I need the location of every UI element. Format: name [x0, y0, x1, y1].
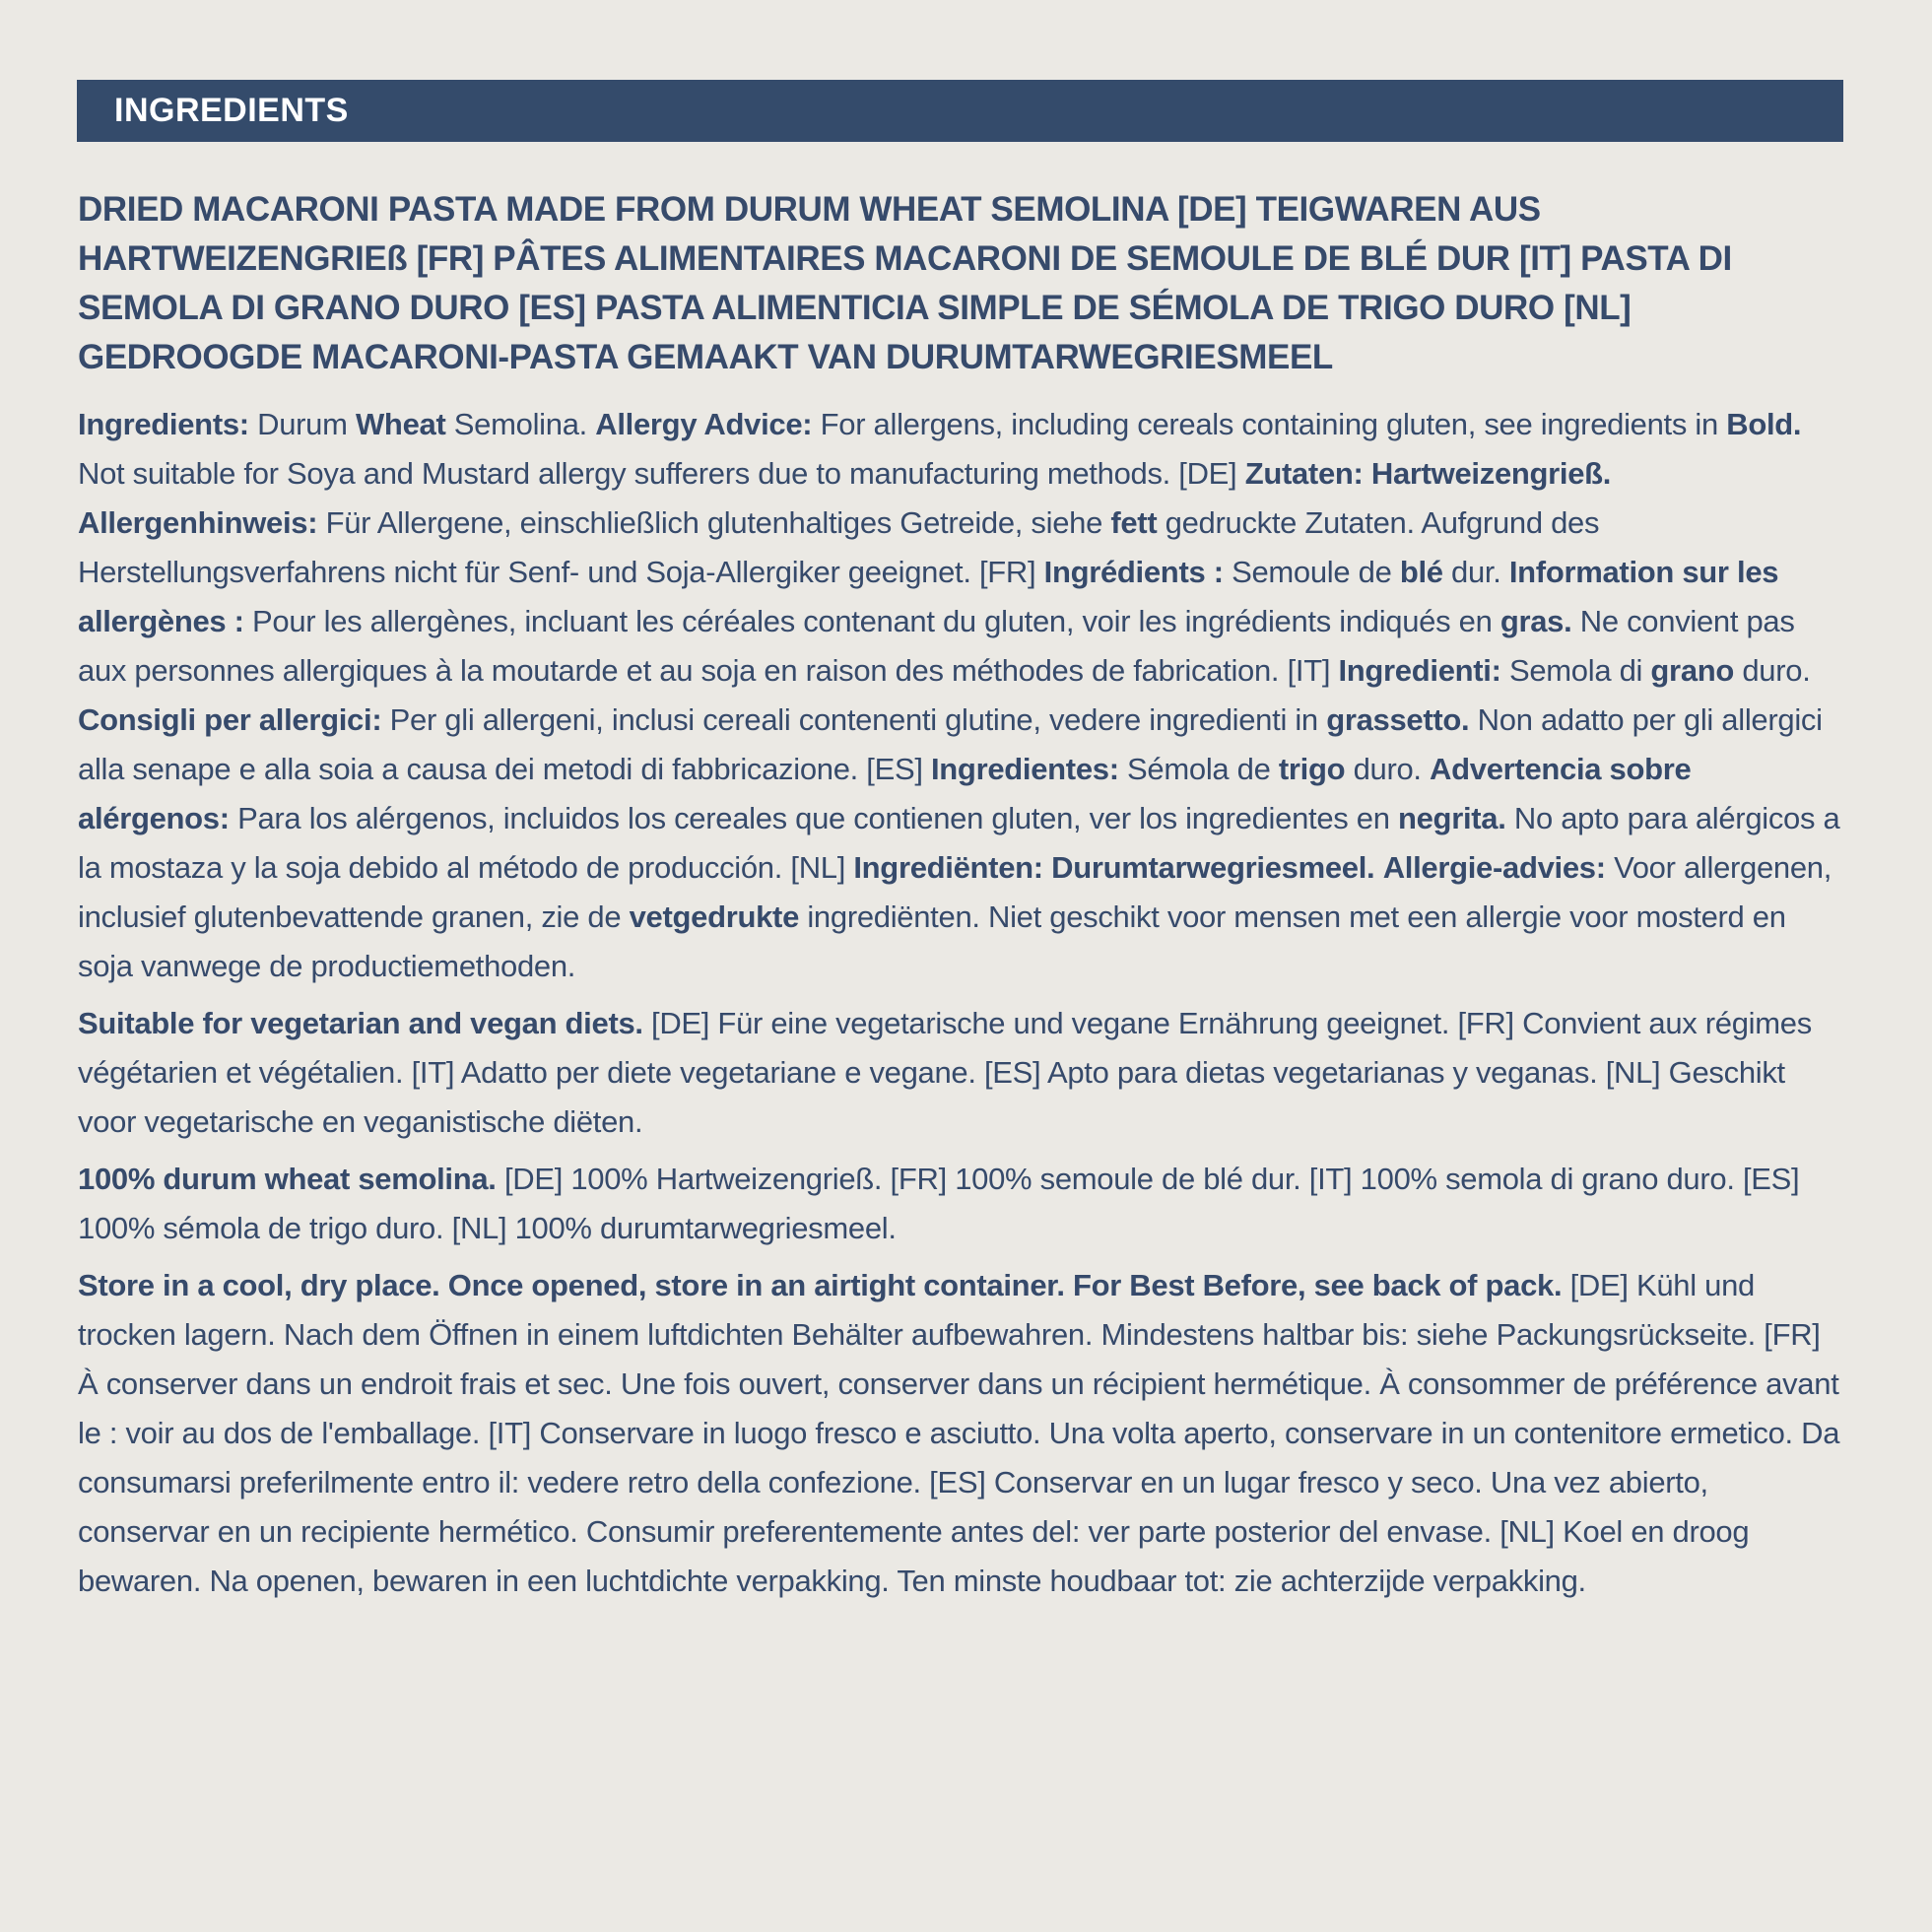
it-ingredients-label: Ingredienti:: [1338, 653, 1501, 688]
en-ingredients-label: Ingredients:: [78, 407, 249, 441]
storage-instructions-en: Store in a cool, dry place. Once opened, store in an airtight container. For Best Before, see back of pack.: [78, 1268, 1563, 1302]
fr-ingredients-text-2: dur.: [1442, 555, 1509, 589]
it-allergy-advice-label: Consigli per allergici:: [78, 702, 382, 737]
it-allergen: grano: [1650, 653, 1735, 688]
composition-statement-translations: [DE] 100% Hartweizengrieß. [FR] 100% semoule de blé dur. [IT] 100% semola di grano duro. [ES] 100% sémola de trigo duro. [NL] 100% durumtarwegriesmeel.: [78, 1162, 1800, 1245]
it-allergy-note: Non adatto per gli allergici alla senape e alla soia a causa dei metodi di fabbricazione. [ES]: [78, 702, 1823, 786]
en-ingredients-text: Durum: [248, 407, 356, 441]
de-bold-word: fett: [1110, 505, 1158, 540]
es-bold-word: negrita.: [1397, 801, 1506, 835]
section-title: INGREDIENTS: [114, 92, 349, 129]
section-header-bar: [77, 80, 1843, 142]
diet-statement-en: Suitable for vegetarian and vegan diets.: [78, 1006, 643, 1040]
en-bold-word: Bold.: [1726, 407, 1802, 441]
composition-paragraph: [78, 1155, 1843, 1253]
fr-bold-word: gras.: [1499, 604, 1572, 638]
de-allergy-advice-label: Allergenhinweis:: [78, 505, 318, 540]
it-ingredients-text: Semola di: [1500, 653, 1651, 688]
en-ingredients-text-2: Semolina.: [445, 407, 596, 441]
content-area: [78, 185, 1843, 1614]
storage-instructions-translations: [DE] Kühl und trocken lagern. Nach dem Öffnen in einem luftdichten Behälter aufbewahren. Mindestens haltbar bis: siehe Packungsrückseite. [FR] À conserver dans un endroit frais et sec. Une fois ouvert, conserver dans un récipient hermétique. À consommer de préférence avant le : voir au dos de l'emballage. [IT] Conservare in luogo fresco e asciutto. Una volta aperto, conservare in un contenitore ermetico. Da consumarsi preferilmente entro il: vedere retro della confezione. [ES] Conservar en un lugar fresco y seco. Una vez abierto, conservar en un recipiente hermético. Consumir preferentemente antes del: ver parte posterior del envase. [NL] Koel en droog bewaren. Na openen, bewaren in een luchtdichte verpakking. Ten minste houdbaar tot: zie achterzijde verpakking.: [78, 1268, 1840, 1598]
fr-ingredients-label: Ingrédients :: [1043, 555, 1224, 589]
nl-spacer: [1374, 850, 1382, 885]
de-ingredients-label: Zutaten: Hartweizengrieß.: [1244, 456, 1612, 491]
product-title: DRIED MACARONI PASTA MADE FROM DURUM WHEAT SEMOLINA [DE] TEIGWAREN AUS HARTWEIZENGRIEß [FR] PÂTES ALIMENTAIRES MACARONI DE SEMOULE DE BLÉ DUR [IT] PASTA DI SEMOLA DI GRANO DURO [ES] PASTA ALIMENTICIA SIMPLE DE SÉMOLA DE TRIGO DURO [NL] GEDROOGDE MACARONI-PASTA GEMAAKT VAN DURUMTARWEGRIESMEEL: [78, 190, 1732, 376]
es-ingredients-text-2: duro.: [1345, 752, 1431, 786]
storage-paragraph: [78, 1261, 1843, 1606]
en-allergy-note: Not suitable for Soya and Mustard allergy sufferers due to manufacturing methods. [DE]: [78, 456, 1245, 491]
nl-allergy-advice-label: Allergie-advies:: [1382, 850, 1606, 885]
de-allergy-advice-text: Für Allergene, einschließlich glutenhaltiges Getreide, siehe: [317, 505, 1111, 540]
es-ingredients-text: Sémola de: [1118, 752, 1279, 786]
es-allergy-advice-label: Advertencia sobre alérgenos:: [78, 752, 1692, 835]
es-allergen: trigo: [1278, 752, 1346, 786]
it-bold-word: grassetto.: [1326, 702, 1470, 737]
fr-allergy-advice-text: Pour les allergènes, incluant les céréales contenant du gluten, voir les ingrédients indiqués en: [243, 604, 1500, 638]
nl-bold-word: vetgedrukte: [629, 899, 800, 934]
fr-allergy-advice-label: Information sur les allergènes :: [78, 555, 1779, 638]
nl-allergy-note: ingrediënten. Niet geschikt voor mensen met een allergie voor mosterd en soja vanwege de productiemethoden.: [78, 899, 1786, 983]
es-ingredients-label: Ingredientes:: [930, 752, 1119, 786]
en-allergen: Wheat: [355, 407, 446, 441]
nl-ingredients-label: Ingrediënten: Durumtarwegriesmeel.: [853, 850, 1375, 885]
composition-statement-en: 100% durum wheat semolina.: [78, 1162, 497, 1196]
fr-allergy-note: Ne convient pas aux personnes allergiques à la moutarde et au soja en raison des méthodes de fabrication. [IT]: [78, 604, 1795, 688]
it-ingredients-text-2: duro.: [1734, 653, 1811, 688]
es-allergy-note: No apto para alérgicos a la mostaza y la soja debido al método de producción. [NL]: [78, 801, 1840, 885]
en-allergy-advice-label: Allergy Advice:: [595, 407, 813, 441]
diet-paragraph: [78, 999, 1843, 1147]
es-allergy-advice-text: Para los alérgenos, incluidos los cereales que contienen gluten, ver los ingredientes en: [229, 801, 1398, 835]
nl-allergy-advice-text: Voor allergenen, inclusief glutenbevattende granen, zie de: [78, 850, 1832, 934]
diet-statement-translations: [DE] Für eine vegetarische und vegane Ernährung geeignet. [FR] Convient aux régimes végétarien et végétalien. [IT] Adatto per diete vegetariane e vegane. [ES] Apto para dietas vegetarianas y veganas. [NL] Geschikt voor vegetarische en veganistische diëten.: [78, 1006, 1812, 1139]
en-allergy-advice-text: For allergens, including cereals containing gluten, see ingredients in: [812, 407, 1727, 441]
fr-allergen: blé: [1399, 555, 1443, 589]
de-allergy-note: gedruckte Zutaten. Aufgrund des Herstellungsverfahrens nicht für Senf- und Soja-Allergiker geeignet. [FR]: [78, 505, 1600, 589]
it-allergy-advice-text: Per gli allergeni, inclusi cereali contenenti glutine, vedere ingredienti in: [381, 702, 1327, 737]
ingredients-paragraph: [78, 400, 1843, 991]
fr-ingredients-text: Semoule de: [1223, 555, 1400, 589]
